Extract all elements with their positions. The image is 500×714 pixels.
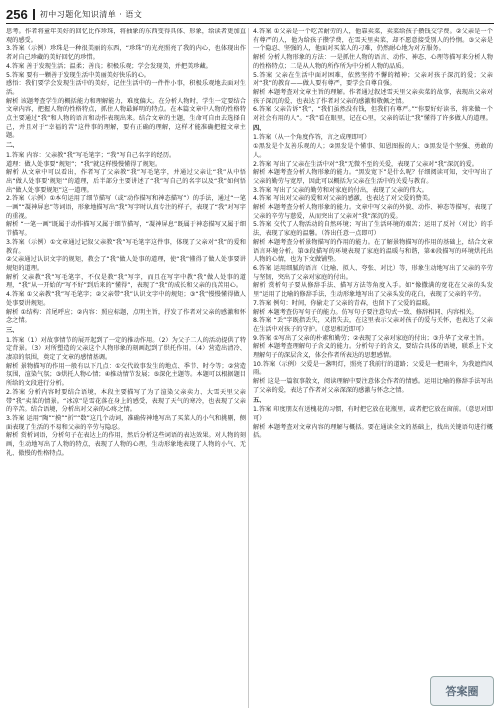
paragraph: 解析 赏析词语，分析句子在表达上的作用，然后分析这些词语的表达效果。对人物的刻画，生动地写出了人物的特点，表现了人物的心理，生动形象地表现了人物的小气、无礼、傲慢的性格特点。 (6, 432, 246, 457)
paragraph: 3.答案 写出了父亲的勤劳和对家庭的付出，表现了父亲的伟大。 (253, 186, 428, 194)
paragraph: 思考。作者将童年美好的回忆比作珍珠，将抽象的东西变得具体、形象，给读者更加直观的感受。 (6, 28, 246, 44)
paragraph: 4.答案 写出对父亲的爱和对父亲的感激，也表达了对父爱的赞美。 (253, 195, 435, 203)
paragraph: 解析 从文章中可以看出，作者写了父亲教“我”写毛笔字，并通过父亲让“我”从中悟出“做人处事要‘规矩’”的道理，后半部分主要讲述了“我”写自己的名字以及“我”如何悟出“做人处事要规矩”这一道理。 (6, 169, 246, 194)
section-heading: 三、 (6, 326, 19, 334)
paragraph: 解析 本题考查分析人物形象的能力。“黑发宽下”是什么呢？仔细阅读可知，文中写出了父亲的勤劳与宽厚，因此可以概括为父亲在生活中的关爱与教育。 (253, 169, 493, 185)
paragraph: 解析 本题考查对文章主旨的理解。作者通过叙述雪天里父亲卖菜的故事，表现出父亲对孩子深沉的爱，也表达了作者对父亲的感激和敬佩之情。 (253, 88, 493, 105)
column-divider (248, 28, 249, 708)
paragraph: 9.答案 ①写出了父亲的朴素和勤劳；②表现了父亲对家庭的付出；③升华了文章主旨。 (253, 334, 488, 342)
paragraph: 8.答案 “丢”字既指丢失，又指失去，在这里表示父亲对孩子的爱与关怀，也表达了父亲在生活中对孩子的守护。（意思相近即可） (253, 317, 493, 333)
section-heading: 二、 (6, 142, 19, 150)
paragraph: 解析 该题考查学生的概括能力和理解能力，难度偏大。在分析人物时，学生一定要结合文章内容，把握人物的性格特点，抓住人物最鲜明的特点。在本篇文章中人物的性格特点主要通过“我”和人物的语言和动作表现出来。结合文章的主题，生命可自由去选择自己，并且对于“幸福的苦”这件事的理解，要有正确的理解，这样才能准确把握文章主题。 (6, 97, 246, 140)
paragraph: 道理：做人处事要“规矩”；“我”就这样慢慢懂得了规矩。 (6, 160, 162, 168)
section-heading: 四、 (253, 124, 266, 132)
paragraph: 1.答案 内容：父亲教“我”写毛笔字；“我”写自己名字的经历。 (6, 151, 176, 159)
book-title: 初中习题化知识清单 · 语文 (39, 9, 143, 19)
watermark-logo: 答案圈 (430, 676, 494, 706)
paragraph: 2.答案 写出了父亲在生活中对“我”无微不至的关爱，表现了父亲对“我”深沉的爱。 (253, 160, 478, 168)
page-header (6, 5, 494, 24)
paragraph: 解析 本题考查仿写句子的能力。仿写句子要注意句式一致、修辞相同、内容相关。 (253, 308, 478, 316)
paragraph: 2.答案（示例）①本句运用了细节描写（或“动作描写和神态描写”）的手法，通过“一笔一画”“凝神屏息”等词语，形象地描写出“我”写字时认真专注的样子，表现了“我”对写字的重视。 (6, 195, 246, 220)
right-column (253, 28, 493, 708)
paragraph: 3.答案（示例）①文章通过记叙父亲教“我”写毛笔字这件事，体现了父亲对“我”的爱和教育。 (6, 238, 246, 255)
paragraph: 解析 赏析句子要从修辞手法、描写方法等角度入手。如“像撒满的宽花在父亲的头发里”运用了比喻的修辞手法，生动形象地写出了父亲头发的花白，表现了父亲的辛劳。 (253, 282, 493, 299)
paragraph: ①黑发是个友善乐观的人；②黑发是个懂事、知恩图报的人；③黑发是个坚强、勇敢的人。 (253, 143, 493, 159)
paragraph: 2.答案 分析内容时要结合语境，本段主要描写了为了渲染父亲卖力、大雪天里父亲带“我”卖菜的情景。“冰凉”是雪花落在身上的感受，表现了天气的寒冷，也表现了父亲的辛苦。结合语境，分析出对父亲的心疼之情。 (6, 388, 246, 414)
paragraph: 5.答案 要有一颗善于发现生活中美丽美好快乐的心。 (6, 71, 150, 79)
paragraph: 解析 ①结构：首尾呼应；②内容：照应标题，点明主旨，抒发了作者对父亲的感激和怀念之情。 (6, 308, 246, 325)
section-heading: 五、 (253, 396, 266, 404)
paragraph: 解析 分析人物形象的方法：一是抓住人物的语言、动作、神态、心理等描写来分析人物的性格特点；二是从人物的所作所为中分析人物的品质。 (253, 54, 493, 70)
paragraph: 3.答案（示例）珍珠是一种很美丽的东西，“珍珠”的光亮照亮了我的内心，也体现出作者对自己珍藏的美好回忆的珍惜。 (6, 45, 246, 62)
paragraph: 5.答案 父亲在生活中面对困难，依然坚持不懈的精神；父亲对孩子深沉的爱；父亲对“我”的教育——做人要有尊严，要学会自尊自强。 (253, 71, 493, 88)
paragraph: 3.答案 运用“陶”“摸”“折”“数”这几个动词，准确传神地写出了买菜人的小气和挑剔，侧面表现了生活的不易和父亲的辛劳与隐忍。 (6, 414, 246, 431)
paragraph: ②父亲通过认识文字的规矩，教会了“我”做人处事的道理，使“我”懂得了做人处事要讲规矩的道理。 (6, 256, 246, 272)
paragraph: 5.答案 交代了人物活动的自然环境；写出了生活环境的艰苦；运用了反衬（对比）的手法，表现了家庭的温馨。（答出任意一点即可） (253, 221, 493, 238)
left-column (6, 28, 246, 708)
paragraph: 6.答案 运用细腻的语言（比喻、拟人、夸张、对比）等，形象生动地写出了父亲的辛劳与坚韧，突出了父亲对家庭的付出。 (253, 264, 493, 281)
paragraph: 解析 “一笔一画”既属于动作描写又属于细节描写，“凝神屏息”既属于神态描写又属于细节描写。 (6, 221, 246, 238)
paragraph: 解析 这是一篇叙事散文，阅读理解中要注意体会作者的情感。运用比喻的修辞手法写出了父亲的爱，表达了作者对父亲深深的感激与怀念之情。 (253, 378, 493, 394)
paragraph: 7.答案 例句：时间，你偷走了父亲的青春，也留下了父爱的温暖。 (253, 299, 435, 307)
paragraph: 6.答案 父亲告诉“我”，“我们虽然没有钱，但我们有尊严。”“你要好好读书，将来做一个对社会有用的人”。“我”看在眼里，记在心里，父亲的话让“我”懂得了许多做人的道理。 (253, 106, 493, 123)
paragraph: 解析 父亲教“我”写毛笔字，不仅是教“我”写字，而且在写字中教“我”做人处事的道理，“我”从一开始的“写不好”到后来的“懂得”，表现了“我”的成长和父亲的良苦用心。 (6, 273, 246, 290)
paragraph: 解析 景物描写的作用一般有以下几点：①交代故事发生的地点、季节、时令等；②营造氛围，渲染气氛；③烘托人物心情；④推动情节发展；⑤深化主题等。本题可以根据题目所给的文段进行分析。 (6, 362, 246, 388)
paragraph: 1.答案（从一个角度作答，言之成理即可） (253, 134, 371, 142)
paragraph: 解析 本题考查分析景物描写的作用的能力。在了解景物描写的作用的基础上，结合文章语言环境分析。第③段描写的环境表现了家庭的温暖与和谐，第⑥段描写的环境烘托出人物的心情，也为下文做铺垫。 (253, 238, 493, 264)
paragraph: 4.答案 善于发现生活；温柔；善良；积极乐观；学会发现美，并把美珍藏。 (6, 62, 212, 70)
paragraph: 4.答案 ①父亲是一个吃苦耐劳的人，他靠卖菜，卖菜给孩子攒钱交学费。②父亲是一个有尊严的人，他为给孩子攒学费，在雪天里卖菜，却不愿意接受别人的怜悯。③父亲是一个隐忍、坚强的人，他面对买菜人的刁难，仍然耐心地为对方服务。 (253, 28, 493, 53)
paragraph: 4.答案 ①父亲教“我”写毛笔字；②父亲带“我”认识文字中的规矩；③“我”慢慢懂得做人处事要讲规矩。 (6, 291, 246, 307)
paragraph: 解析 本题考查理解句子含义的能力。分析句子的含义，要结合具体的语境，联系上下文理解句子的深层含义，体会作者所表达的思想感情。 (253, 343, 493, 360)
paragraph: 10.答案（示例）父爱是一盏明灯，照亮了我前行的道路；父爱是一把雨伞，为我遮挡风雨。 (253, 360, 493, 377)
paragraph: 解析 本题考查分析人物形象的能力。文章中写父亲的外貌、动作、神态等描写，表现了父亲的辛劳与慈爱，从而突出了父亲对“我”深沉的爱。 (253, 204, 493, 220)
paragraph: 1.答案 印度朋友有送槐花的习惯，有时把它放在花瓶里，或者把它放在窗前。（意思对即可） (253, 406, 493, 422)
page-number: 256 (6, 6, 28, 22)
paragraph: 1.答案（1）对故事情节的展开起到了一定的推动作用。（2）为父子二人的活动提供了特定背景。（3）对所塑造的父亲这个人物形象的刻画起到了烘托作用。（4）营造出清冷、凄凉的氛围，奠定了文章的感情基调。 (6, 336, 246, 362)
paragraph: 感悟：我们要学会发现生活中的美好，记住生活中的一件件小事，积极乐观地去面对生活。 (6, 80, 246, 96)
paragraph: 解析 本题考查对文章内容的理解与概括。要在通读全文的基础上，找出关键语句进行概括。 (253, 423, 493, 440)
header-divider (33, 9, 35, 20)
